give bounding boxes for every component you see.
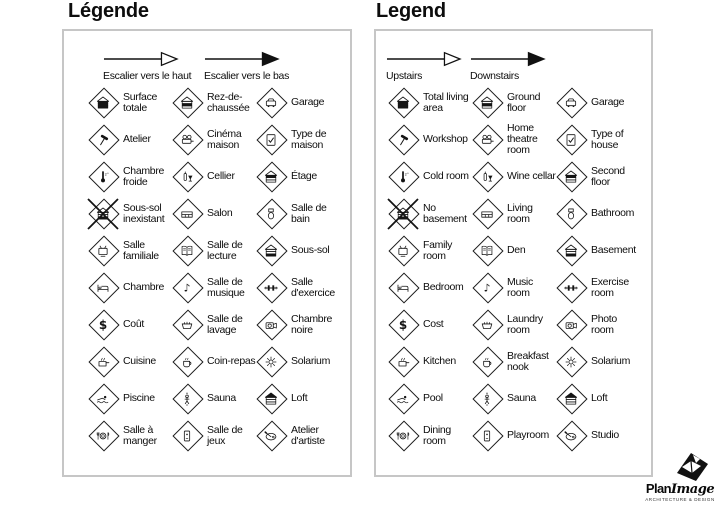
coffee-cup-icon	[172, 347, 202, 377]
legend-item-label: Salle d'exercice	[291, 275, 335, 299]
house-roof-icon	[556, 384, 586, 414]
legend-panel-french	[62, 1, 352, 477]
legend-item-label: Sous-sol	[291, 244, 330, 256]
house-all-floors-icon	[88, 88, 118, 118]
legend-item-label: Coin-repas	[207, 355, 256, 367]
panel-title-english: Legend	[376, 0, 446, 22]
house-all-floors-icon	[388, 88, 418, 118]
legend-item-no-basement	[88, 195, 172, 232]
car-icon	[556, 88, 586, 118]
thermometer-icon	[88, 162, 118, 192]
bed-icon	[88, 273, 118, 303]
cooking-pot-icon	[88, 347, 118, 377]
camera-icon	[256, 310, 286, 340]
house-roof-icon	[256, 384, 286, 414]
legend-item-label: Sous-sol inexistant	[123, 201, 165, 225]
legend-item-house-bottom-floor	[556, 232, 640, 269]
legend-item-swimmer	[88, 380, 172, 417]
legend-item-label: Second floor	[591, 164, 625, 188]
swimmer-icon	[388, 384, 418, 414]
dumbbell-icon	[556, 273, 586, 303]
legend-item-game-piece	[172, 417, 256, 454]
legend-item-label: Ground floor	[507, 90, 541, 114]
legend-item-label: Type of house	[591, 127, 624, 151]
sofa-icon	[172, 199, 202, 229]
legend-item-laundry-tub	[472, 306, 556, 343]
legend-item-sauna-person	[472, 380, 556, 417]
legend-item-label: Loft	[591, 392, 608, 404]
legend-item-label: Sauna	[207, 392, 236, 404]
palette-icon	[256, 421, 286, 451]
toilet-icon	[556, 199, 586, 229]
legend-item-label: Dining room	[423, 423, 451, 447]
legend-item-label: Salle de bain	[291, 201, 327, 225]
planimage-logo	[641, 452, 719, 502]
legend-item-tv	[88, 232, 172, 269]
svg-text:2°: 2°	[104, 172, 109, 177]
legend-item-clipboard-check	[256, 121, 340, 158]
house-ground-floor-icon	[172, 88, 202, 118]
legend-item-label: Salle de jeux	[207, 423, 243, 447]
legend-item-camera	[256, 306, 340, 343]
music-note-icon	[172, 273, 202, 303]
legend-item-open-book	[172, 232, 256, 269]
legend-item-cooking-pot	[88, 343, 172, 380]
game-piece-icon	[172, 421, 202, 451]
dining-plate-icon	[88, 421, 118, 451]
legend-item-coffee-cup	[172, 343, 256, 380]
legend-item-projector	[472, 121, 556, 158]
legend-item-label: Salle de lavage	[207, 312, 243, 336]
legend-item-house-all-floors	[88, 84, 172, 121]
legend-item-dining-plate	[388, 417, 472, 454]
svg-text:$: $	[98, 317, 108, 332]
stair-arrow-label: Downstairs	[470, 70, 519, 82]
legend-item-label: Solarium	[591, 355, 631, 367]
legend-item-projector	[172, 121, 256, 158]
legend-item-dining-plate	[88, 417, 172, 454]
legend-item-label: Chambre froide	[123, 164, 165, 188]
legend-item-label: Wine cellar	[507, 170, 556, 182]
legend-item-house-all-floors	[388, 84, 472, 121]
legend-item-house-bottom-floor	[256, 232, 340, 269]
legend-item-label: Cost	[423, 318, 444, 330]
legend-item-label: Living room	[507, 201, 533, 225]
legend-item-hammer	[388, 121, 472, 158]
planimage-logo-mark-icon	[673, 452, 709, 482]
legend-item-label: Cuisine	[123, 355, 156, 367]
legend-item-swimmer	[388, 380, 472, 417]
legend-grid-french	[88, 84, 350, 454]
house-bottom-floor-icon	[556, 236, 586, 266]
legend-item-camera	[556, 306, 640, 343]
svg-text:♪: ♪	[483, 281, 491, 295]
legend-item-label: Laundry room	[507, 312, 543, 336]
legend-item-label: Rez-de-chaussée	[207, 90, 250, 114]
projector-icon	[472, 125, 502, 155]
laundry-tub-icon	[172, 310, 202, 340]
stair-up-arrow	[386, 51, 470, 82]
house-top-floor-icon	[556, 162, 586, 192]
legend-item-label: Bathroom	[591, 207, 635, 219]
stair-arrow-label: Escalier vers le haut	[103, 70, 192, 82]
legend-item-label: Garage	[291, 96, 325, 108]
legend-item-label: Basement	[591, 244, 636, 256]
hammer-icon	[88, 125, 118, 155]
legend-item-bed	[388, 269, 472, 306]
music-note-icon	[472, 273, 502, 303]
legend-item-label: Salle à manger	[123, 423, 157, 447]
legend-item-label: Salle de musique	[207, 275, 245, 299]
legend-item-label: Breakfast nook	[507, 349, 549, 373]
legend-item-label: Garage	[591, 96, 625, 108]
legend-item-label: Salle de lecture	[207, 238, 243, 262]
legend-item-laundry-tub	[172, 306, 256, 343]
panel-title-french: Légende	[68, 0, 149, 22]
legend-item-label: Salon	[207, 207, 233, 219]
no-basement-icon	[88, 199, 118, 229]
no-basement-icon	[388, 199, 418, 229]
stair-arrow-label: Upstairs	[386, 70, 423, 82]
legend-item-label: Workshop	[423, 133, 468, 145]
legend-item-label: Sauna	[507, 392, 536, 404]
dollar-icon	[88, 310, 118, 340]
legend-item-dumbbell	[556, 269, 640, 306]
legend-item-clipboard-check	[556, 121, 640, 158]
legend-item-label: No basement	[423, 201, 467, 225]
legend-item-wine	[472, 158, 556, 195]
legend-item-tv	[388, 232, 472, 269]
thermometer-icon	[388, 162, 418, 192]
legend-item-label: Studio	[591, 429, 619, 441]
svg-text:2°: 2°	[404, 172, 409, 177]
legend-item-label: Chambre	[123, 281, 165, 293]
legend-item-label: Étage	[291, 170, 317, 182]
projector-icon	[172, 125, 202, 155]
legend-item-coffee-cup	[472, 343, 556, 380]
legend-item-dollar	[388, 306, 472, 343]
house-top-floor-icon	[256, 162, 286, 192]
legend-item-label: Cold room	[423, 170, 469, 182]
sauna-person-icon	[472, 384, 502, 414]
legend-item-hammer	[88, 121, 172, 158]
stair-down-arrow	[204, 51, 305, 82]
legend-item-label: Den	[507, 244, 526, 256]
legend-item-label: Cinéma maison	[207, 127, 242, 151]
logo-text-plan: Plan	[645, 481, 671, 496]
dollar-icon	[388, 310, 418, 340]
open-book-icon	[172, 236, 202, 266]
legend-item-house-top-floor	[256, 158, 340, 195]
legend-item-label: Loft	[291, 392, 308, 404]
legend-item-label: Photo room	[591, 312, 617, 336]
laundry-tub-icon	[472, 310, 502, 340]
legend-box-english	[374, 29, 653, 477]
palette-icon	[556, 421, 586, 451]
legend-item-sun	[256, 343, 340, 380]
coffee-cup-icon	[472, 347, 502, 377]
swimmer-icon	[88, 384, 118, 414]
legend-item-open-book	[472, 232, 556, 269]
car-icon	[256, 88, 286, 118]
legend-item-house-roof	[556, 380, 640, 417]
bed-icon	[388, 273, 418, 303]
sauna-person-icon	[172, 384, 202, 414]
legend-item-label: Total living area	[423, 90, 469, 114]
cooking-pot-icon	[388, 347, 418, 377]
legend-item-label: Cellier	[207, 170, 235, 182]
legend-item-thermometer	[88, 158, 172, 195]
stair-arrows-french	[103, 51, 350, 82]
sofa-icon	[472, 199, 502, 229]
legend-item-label: Atelier	[123, 133, 151, 145]
svg-text:$: $	[398, 317, 408, 332]
legend-item-sofa	[472, 195, 556, 232]
legend-item-sofa	[172, 195, 256, 232]
legend-item-house-top-floor	[556, 158, 640, 195]
stair-up-arrow	[103, 51, 204, 82]
legend-item-house-ground-floor	[472, 84, 556, 121]
stair-down-arrow	[470, 51, 554, 82]
legend-item-label: Type de maison	[291, 127, 327, 151]
legend-grid-english	[388, 84, 651, 454]
legend-item-label: Atelier d'artiste	[291, 423, 325, 447]
legend-item-game-piece	[472, 417, 556, 454]
legend-item-cooking-pot	[388, 343, 472, 380]
hammer-icon	[388, 125, 418, 155]
legend-item-bed	[88, 269, 172, 306]
legend-item-label: Home theatre room	[507, 122, 538, 156]
legend-item-toilet	[256, 195, 340, 232]
logo-text-image: Image	[670, 482, 715, 497]
legend-item-palette	[256, 417, 340, 454]
legend-item-label: Piscine	[123, 392, 155, 404]
sun-icon	[256, 347, 286, 377]
legend-item-label: Bedroom	[423, 281, 464, 293]
svg-text:♪: ♪	[183, 281, 191, 295]
tv-icon	[88, 236, 118, 266]
legend-item-sauna-person	[172, 380, 256, 417]
legend-item-label: Exercise room	[591, 275, 629, 299]
legend-item-label: Surface totale	[123, 90, 158, 114]
legend-item-label: Kitchen	[423, 355, 456, 367]
legend-item-dollar	[88, 306, 172, 343]
legend-item-label: Family room	[423, 238, 453, 262]
legend-item-toilet	[556, 195, 640, 232]
legend-item-label: Salle familiale	[123, 238, 159, 262]
legend-item-wine	[172, 158, 256, 195]
sun-icon	[556, 347, 586, 377]
wine-icon	[172, 162, 202, 192]
planimage-logo-text	[641, 482, 719, 496]
legend-item-palette	[556, 417, 640, 454]
camera-icon	[556, 310, 586, 340]
clipboard-check-icon	[556, 125, 586, 155]
legend-panel-english	[374, 1, 653, 477]
dumbbell-icon	[256, 273, 286, 303]
dining-plate-icon	[388, 421, 418, 451]
logo-tagline: ARCHITECTURE & DESIGN	[645, 497, 715, 502]
legend-box-french	[62, 29, 352, 477]
tv-icon	[388, 236, 418, 266]
legend-item-car	[256, 84, 340, 121]
open-book-icon	[472, 236, 502, 266]
legend-item-dumbbell	[256, 269, 340, 306]
legend-item-label: Pool	[423, 392, 443, 404]
house-ground-floor-icon	[472, 88, 502, 118]
legend-item-label: Coût	[123, 318, 144, 330]
legend-item-sun	[556, 343, 640, 380]
legend-item-thermometer	[388, 158, 472, 195]
legend-item-house-roof	[256, 380, 340, 417]
legend-item-label: Playroom	[507, 429, 549, 441]
legend-item-music-note	[472, 269, 556, 306]
legend-item-label: Solarium	[291, 355, 331, 367]
legend-item-music-note	[172, 269, 256, 306]
toilet-icon	[256, 199, 286, 229]
legend-item-house-ground-floor	[172, 84, 256, 121]
clipboard-check-icon	[256, 125, 286, 155]
legend-item-no-basement	[388, 195, 472, 232]
legend-item-label: Music room	[507, 275, 533, 299]
stair-arrows-english	[386, 51, 651, 82]
legend-item-car	[556, 84, 640, 121]
game-piece-icon	[472, 421, 502, 451]
stair-arrow-label: Escalier vers le bas	[204, 70, 290, 82]
house-bottom-floor-icon	[256, 236, 286, 266]
wine-icon	[472, 162, 502, 192]
legend-item-label: Chambre noire	[291, 312, 333, 336]
